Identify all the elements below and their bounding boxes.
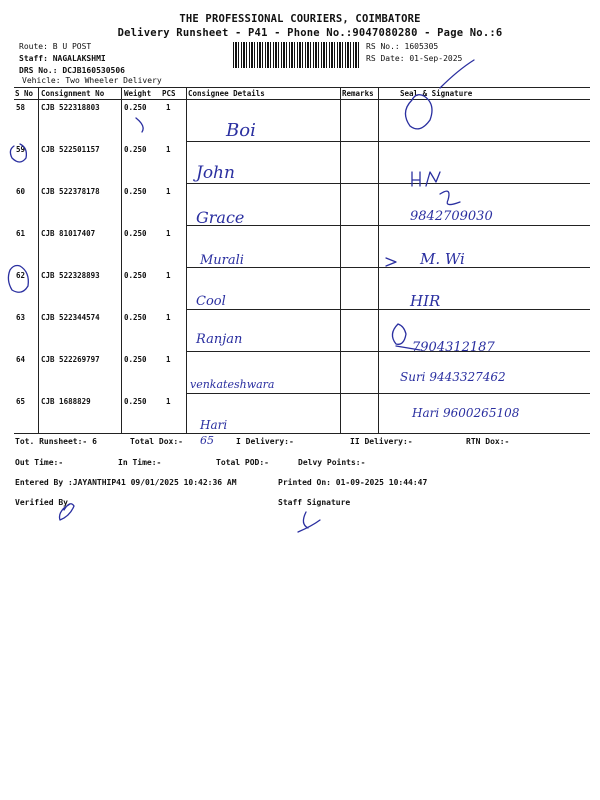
consignee-handwriting: Grace: [196, 208, 245, 227]
runsheet-subtitle: Delivery Runsheet - P41 - Phone No.:9047080280 - Page No.:6: [117, 27, 503, 39]
row-sno: 61: [16, 229, 26, 238]
route-label: Route: B U POST: [19, 42, 92, 51]
row-consignment: CJB 522378178: [41, 187, 100, 196]
seal-handwriting: HIR: [410, 292, 441, 310]
row-pcs: 1: [166, 355, 171, 364]
consignee-handwriting: John: [196, 163, 235, 183]
row-sno: 59: [16, 145, 26, 154]
row-sno: 63: [16, 313, 26, 322]
pen-stroke: [440, 191, 460, 204]
row-consignment: CJB 522269797: [41, 355, 100, 364]
in-time: In Time:-: [118, 458, 162, 467]
circle-mark: [8, 266, 28, 293]
staff-signature-label: Staff Signature: [278, 498, 351, 507]
seal-handwriting: 7904312187: [412, 340, 495, 355]
vehicle-label: Vehicle: Two Wheeler Delivery: [22, 76, 162, 85]
row-weight: 0.250: [124, 103, 147, 112]
consignee-handwriting: Hari: [200, 418, 228, 432]
tick-mark: [136, 118, 143, 132]
consignee-handwriting: Murali: [200, 253, 244, 268]
row-sno: 58: [16, 103, 26, 112]
row-pcs: 1: [166, 271, 171, 280]
row-weight: 0.250: [124, 187, 147, 196]
row-weight: 0.250: [124, 271, 147, 280]
delvy-points: Delvy Points:-: [298, 458, 366, 467]
seal-scribble: [392, 324, 420, 350]
row-pcs: 1: [166, 397, 171, 406]
circle-mark: [10, 144, 26, 162]
row-pcs: 1: [166, 103, 171, 112]
col-consignment: Consignment No: [41, 89, 105, 98]
rtn-dox: RTN Dox:-: [466, 437, 510, 446]
col-pcs: PCS: [162, 89, 176, 98]
consignee-handwriting: venkateshwara: [190, 378, 275, 391]
i-delivery: I Delivery:-: [236, 437, 294, 446]
row-consignment: CJB 81017407: [41, 229, 96, 238]
col-consignee: Consignee Details: [188, 89, 265, 98]
seal-handwriting: 9842709030: [410, 209, 493, 224]
row-pcs: 1: [166, 187, 171, 196]
consignee-handwriting: Ranjan: [196, 332, 243, 347]
rs-number: RS No.: 1605305: [366, 42, 439, 51]
consignee-handwriting: Cool: [196, 294, 226, 309]
seal-handwriting: Suri 9443327462: [400, 370, 506, 384]
row-consignment: CJB 522344574: [41, 313, 100, 322]
total-runsheet: Tot. Runsheet:- 6: [15, 437, 97, 446]
col-seal: Seal & Signature: [400, 89, 473, 98]
company-name: THE PROFESSIONAL COURIERS, COIMBATORE: [179, 13, 421, 25]
seal-handwriting: M. Wi: [420, 250, 465, 268]
initials-mark: [412, 172, 440, 186]
row-consignment: CJB 522501157: [41, 145, 100, 154]
row-weight: 0.250: [124, 229, 147, 238]
row-weight: 0.250: [124, 313, 147, 322]
printed-on: Printed On: 01-09-2025 10:44:47: [278, 478, 428, 487]
ii-delivery: II Delivery:-: [350, 437, 413, 446]
drs-number: DRS No.: DCJB160530506: [19, 66, 125, 75]
arrow-mark: [386, 258, 396, 266]
row-consignment: CJB 1688829: [41, 397, 91, 406]
consignee-handwriting: Boi: [226, 120, 256, 141]
rs-date: RS Date: 01-Sep-2025: [366, 54, 463, 63]
row-weight: 0.250: [124, 397, 147, 406]
seal-scribble: [405, 95, 432, 129]
verified-by: Verified By: [15, 498, 68, 507]
seal-handwriting: Hari 9600265108: [412, 406, 520, 420]
col-remarks: Remarks: [342, 89, 374, 98]
pen-stroke: [440, 60, 474, 88]
row-sno: 64: [16, 355, 26, 364]
col-weight: Weight: [124, 89, 152, 98]
col-sno: S No: [15, 89, 34, 98]
row-sno: 60: [16, 187, 26, 196]
row-consignment: CJB 522328893: [41, 271, 100, 280]
row-pcs: 1: [166, 229, 171, 238]
total-pod: Total POD:-: [216, 458, 269, 467]
row-sno: 62: [16, 271, 26, 280]
out-time: Out Time:-: [15, 458, 64, 467]
row-pcs: 1: [166, 313, 171, 322]
row-weight: 0.250: [124, 145, 147, 154]
total-dox: Total Dox:-: [130, 437, 183, 446]
staff-label: Staff: NAGALAKSHMI: [19, 54, 106, 63]
total-dox-handwriting: 65: [200, 434, 214, 447]
row-pcs: 1: [166, 145, 171, 154]
row-sno: 65: [16, 397, 26, 406]
staff-signature: [298, 512, 320, 532]
entered-by: Entered By :JAYANTHIP41 09/01/2025 10:42:36 AM: [15, 478, 237, 487]
row-weight: 0.250: [124, 355, 147, 364]
row-consignment: CJB 522318803: [41, 103, 100, 112]
